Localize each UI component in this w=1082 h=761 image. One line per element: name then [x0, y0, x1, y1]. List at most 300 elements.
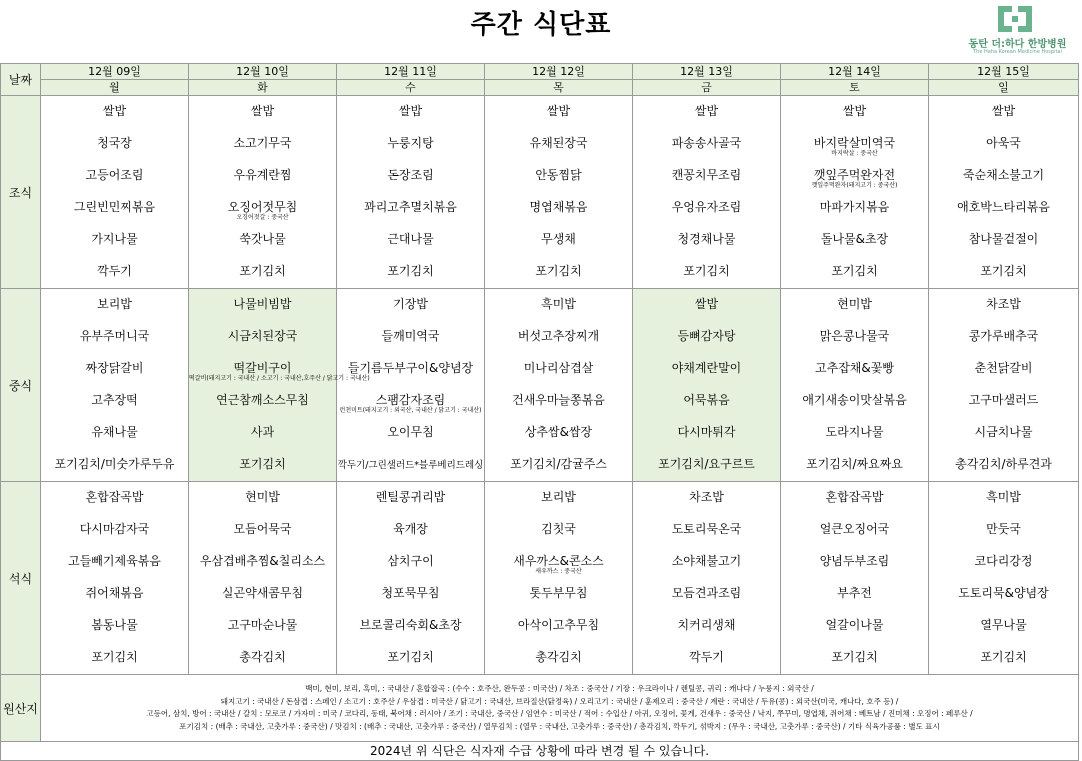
menu-item — [41, 128, 188, 160]
menu-item-name: 실곤약새콤무침 — [221, 586, 304, 600]
menu-item — [633, 449, 780, 481]
menu-item — [41, 289, 188, 321]
menu-item — [633, 482, 780, 514]
menu-item-name: 쌀밥 — [991, 104, 1016, 118]
menu-item-name: 차조밥 — [986, 297, 1021, 311]
menu-item-name: 포기김치 — [831, 264, 878, 278]
menu-item — [189, 224, 336, 256]
origin-note: 바지락살 : 중국산 — [831, 150, 878, 157]
menu-item-name: 흑미밥 — [541, 297, 576, 311]
menu-item — [633, 128, 780, 160]
menu-item — [41, 321, 188, 353]
menu-item — [337, 289, 484, 321]
menu-item — [485, 353, 632, 385]
menu-item-name: 아삭이고추무침 — [517, 618, 600, 632]
menu-item-name: 포기김치 — [239, 264, 286, 278]
hospital-subtitle: The Haha Korean Medicine Hospital — [973, 49, 1062, 55]
menu-item-name: 깍두기/그린샐러드*블루베리드레싱 — [337, 460, 484, 471]
menu-item-name: 얼큰오징어국 — [819, 522, 890, 536]
menu-item — [781, 128, 928, 160]
menu-item — [189, 192, 336, 224]
day-weekday: 토 — [781, 80, 929, 96]
day-date: 12월 11일 — [337, 64, 485, 80]
menu-item — [337, 353, 484, 385]
menu-item-name: 캔꽁치무조림 — [671, 168, 742, 182]
dinner-day-cell — [337, 482, 485, 675]
menu-item — [929, 514, 1078, 546]
menu-item — [633, 385, 780, 417]
menu-item — [485, 289, 632, 321]
menu-item — [781, 578, 928, 610]
menu-item — [633, 578, 780, 610]
menu-item-name: 근대나물 — [387, 232, 434, 246]
logo-mark-icon — [998, 6, 1032, 32]
menu-item-name: 포기김치/감귤주스 — [510, 457, 607, 471]
lunch-day-cell — [929, 289, 1079, 482]
menu-table — [0, 63, 1079, 761]
lunch-day-cell — [781, 289, 929, 482]
menu-item-name: 포기김치 — [535, 264, 582, 278]
menu-item — [781, 642, 928, 674]
menu-item — [41, 96, 188, 128]
menu-item-name: 떡갈비구이 — [233, 361, 292, 375]
menu-item-name: 도라지나물 — [825, 425, 884, 439]
menu-item — [929, 482, 1078, 514]
menu-item-name: 고추잡채&꽃빵 — [815, 361, 894, 375]
dinner-day-cell — [189, 482, 337, 675]
menu-item — [633, 514, 780, 546]
menu-item-name: 죽순채소불고기 — [962, 168, 1045, 182]
menu-item-name: 오징어젓무침 — [227, 200, 298, 214]
menu-item-name: 포기김치 — [239, 457, 286, 471]
menu-item — [189, 578, 336, 610]
hospital-name: 동탄 더:하다 한방병원 — [968, 39, 1067, 50]
lunch-day-cell — [485, 289, 633, 482]
menu-item — [485, 546, 632, 578]
menu-item-name: 유채나물 — [91, 425, 138, 439]
menu-item-name: 우삼겹배추찜&칠리소스 — [199, 554, 326, 568]
menu-item — [485, 514, 632, 546]
menu-item — [633, 610, 780, 642]
menu-item-name: 총각김치 — [535, 650, 582, 664]
menu-item — [781, 192, 928, 224]
menu-item-name: 우유계란찜 — [233, 168, 292, 182]
menu-item — [337, 546, 484, 578]
menu-item-name: 치커리생채 — [677, 618, 736, 632]
menu-item-name: 쌀밥 — [102, 104, 127, 118]
menu-item — [929, 578, 1078, 610]
menu-item-name: 다시마튀각 — [677, 425, 736, 439]
menu-item — [781, 449, 928, 481]
menu-item-name: 참나물겉절이 — [968, 232, 1039, 246]
menu-item — [337, 642, 484, 674]
menu-item-name: 애호박느타리볶음 — [957, 200, 1050, 214]
dinner-day-cell — [781, 482, 929, 675]
menu-item-name: 쌀밥 — [250, 104, 275, 118]
dinner-day-cell — [633, 482, 781, 675]
menu-item — [929, 224, 1078, 256]
menu-item — [189, 256, 336, 288]
menu-item — [633, 160, 780, 192]
menu-item — [337, 321, 484, 353]
menu-item — [781, 224, 928, 256]
menu-item — [41, 160, 188, 192]
menu-item-name: 포기김치 — [387, 264, 434, 278]
menu-item — [189, 417, 336, 449]
menu-item-name: 삼치구이 — [387, 554, 434, 568]
menu-item — [485, 256, 632, 288]
menu-item — [633, 224, 780, 256]
menu-item — [189, 546, 336, 578]
menu-item — [929, 321, 1078, 353]
menu-item-name: 고추장떡 — [91, 393, 138, 407]
day-weekday: 수 — [337, 80, 485, 96]
menu-item — [485, 128, 632, 160]
menu-item-name: 명엽채볶음 — [529, 200, 588, 214]
menu-item — [929, 192, 1078, 224]
menu-item-name: 도토리묵온국 — [671, 522, 742, 536]
menu-item-name: 브로콜리숙회&초장 — [359, 618, 462, 632]
menu-item — [485, 449, 632, 481]
menu-item — [337, 224, 484, 256]
menu-item — [633, 192, 780, 224]
menu-item — [189, 128, 336, 160]
menu-item-name: 혼합잡곡밥 — [825, 490, 884, 504]
menu-item-name: 상추쌈&쌈장 — [524, 425, 593, 439]
menu-item-name: 쌀밥 — [546, 104, 571, 118]
menu-item — [189, 642, 336, 674]
menu-item — [41, 192, 188, 224]
menu-item — [189, 482, 336, 514]
menu-item — [41, 578, 188, 610]
menu-item — [485, 482, 632, 514]
breakfast-day-cell — [929, 96, 1079, 289]
menu-item-name: 포기김치 — [387, 650, 434, 664]
menu-item — [929, 449, 1078, 481]
menu-item — [633, 96, 780, 128]
menu-item-name: 포기김치 — [91, 650, 138, 664]
menu-item — [781, 256, 928, 288]
menu-item — [337, 256, 484, 288]
menu-item-name: 새우까스&콘소스 — [513, 554, 604, 568]
menu-item-name: 유채된장국 — [529, 136, 588, 150]
menu-item — [337, 417, 484, 449]
footer-notice: 2024년 위 식단은 식자재 수급 상황에 따라 변경 될 수 있습니다. — [1, 742, 1079, 761]
lunch-day-cell — [633, 289, 781, 482]
menu-item — [337, 578, 484, 610]
lunch-label: 중식 — [1, 289, 41, 482]
origin-note: 새우까스 : 중국산 — [535, 568, 582, 575]
breakfast-day-cell — [781, 96, 929, 289]
menu-item — [929, 417, 1078, 449]
menu-item — [929, 610, 1078, 642]
menu-item-name: 등뼈감자탕 — [677, 329, 736, 343]
menu-item-name: 봄동나물 — [91, 618, 138, 632]
menu-item — [781, 289, 928, 321]
menu-item — [929, 128, 1078, 160]
menu-item-name: 양념두부조림 — [819, 554, 890, 568]
menu-item-name: 청포묵무침 — [381, 586, 440, 600]
origin-line: 돼지고기 : 국내산 / 돈삼겹 : 스페인 / 소고기 : 호주산 / 우삼겹 : 미국산 / 닭고기 : 국내산, 브라질산(닭정육) / 오리고기 : 국내산 / 훈제오리 : 중국산 / 계란 : 국내산 / 두유(콩) : 외국산(미국, 캐나다, 호주 등) / — [220, 696, 899, 706]
menu-item-name: 흑미밥 — [986, 490, 1021, 504]
menu-item-name: 포기김치/짜요짜요 — [806, 457, 903, 471]
menu-item — [189, 321, 336, 353]
menu-item-name: 코다리강정 — [974, 554, 1033, 568]
menu-item-name: 포기김치 — [980, 650, 1027, 664]
menu-item-name: 안동찜닭 — [535, 168, 582, 182]
menu-item — [929, 642, 1078, 674]
dinner-day-cell — [485, 482, 633, 675]
menu-item — [485, 610, 632, 642]
menu-item-name: 돌나물&초장 — [820, 232, 889, 246]
menu-item-name: 혼합잡곡밥 — [85, 490, 144, 504]
dinner-day-cell — [41, 482, 189, 675]
menu-item-name: 시금치나물 — [974, 425, 1033, 439]
menu-item — [929, 385, 1078, 417]
menu-item-name: 미나리삼겹살 — [523, 361, 594, 375]
menu-item-name: 기장밥 — [393, 297, 428, 311]
day-weekday: 월 — [41, 80, 189, 96]
menu-item — [337, 385, 484, 417]
menu-item — [781, 321, 928, 353]
menu-item-name: 들기름두부구이&양념장 — [347, 361, 474, 375]
menu-item — [41, 610, 188, 642]
menu-item-name: 열무나물 — [980, 618, 1027, 632]
menu-item-name: 쌀밥 — [842, 104, 867, 118]
day-date: 12월 10일 — [189, 64, 337, 80]
menu-item-name: 버섯고추장찌개 — [517, 329, 600, 343]
breakfast-day-cell — [41, 96, 189, 289]
menu-item-name: 모듬견과조림 — [671, 586, 742, 600]
menu-item — [485, 642, 632, 674]
menu-item — [41, 449, 188, 481]
menu-item-name: 쑥갓나물 — [239, 232, 286, 246]
date-label: 날짜 — [1, 64, 41, 96]
menu-item — [929, 289, 1078, 321]
menu-item — [189, 449, 336, 481]
menu-item-name: 얼갈이나물 — [825, 618, 884, 632]
menu-item — [781, 353, 928, 385]
menu-item-name: 건새우마늘쫑볶음 — [512, 393, 605, 407]
menu-item-name: 야채계란말이 — [671, 361, 742, 375]
lunch-day-cell — [189, 289, 370, 482]
menu-item-name: 맑은콩나물국 — [819, 329, 890, 343]
menu-item-name: 우엉유자조림 — [671, 200, 742, 214]
menu-item — [485, 385, 632, 417]
menu-item-name: 고들빼기제육볶음 — [68, 554, 161, 568]
breakfast-day-cell — [337, 96, 485, 289]
origin-note: 오징어젓갈 : 중국산 — [236, 214, 289, 221]
breakfast-day-cell — [485, 96, 633, 289]
menu-item-name: 포기김치 — [683, 264, 730, 278]
menu-item — [485, 96, 632, 128]
day-date: 12월 12일 — [485, 64, 633, 80]
menu-item-name: 사과 — [250, 425, 275, 439]
menu-item-name: 소고기무국 — [233, 136, 292, 150]
menu-item-name: 콩가루배추국 — [968, 329, 1039, 343]
menu-item-name: 현미밥 — [245, 490, 280, 504]
day-date: 12월 13일 — [633, 64, 781, 80]
menu-item-name: 오이무침 — [387, 425, 434, 439]
menu-item-name: 짜장닭갈비 — [85, 361, 144, 375]
menu-item — [633, 546, 780, 578]
menu-item-name: 톳두부무침 — [529, 586, 588, 600]
menu-item — [485, 224, 632, 256]
menu-item — [41, 224, 188, 256]
menu-item-name: 바지락살미역국 — [813, 136, 896, 150]
menu-item — [41, 546, 188, 578]
menu-item-name: 누룽지탕 — [387, 136, 434, 150]
menu-item-name: 깍두기 — [689, 650, 724, 664]
menu-item — [41, 482, 188, 514]
menu-item — [633, 642, 780, 674]
origin-line: 백미, 현미, 보리, 흑미, : 국내산 / 혼합잡곡 : (수수 : 호주산, 완두콩 : 미국산) / 차조 : 중국산 / 기장 : 우크라이나 / 렌틸콩, 귀리 : 캐나다 / 누룽지 : 외국산 / — [305, 684, 814, 693]
menu-item — [485, 192, 632, 224]
menu-item-name: 쌀밥 — [694, 297, 719, 311]
menu-item — [337, 160, 484, 192]
menu-item-name: 춘천닭갈비 — [974, 361, 1033, 375]
menu-item-name: 청경채나물 — [677, 232, 736, 246]
menu-item-name: 부추전 — [837, 586, 872, 600]
menu-item — [189, 96, 336, 128]
menu-item — [337, 192, 484, 224]
page-title: 주간 식단표 — [470, 10, 612, 40]
hospital-logo — [960, 6, 1075, 58]
menu-item-name: 돈장조림 — [387, 168, 434, 182]
menu-item-name: 포기김치/미숫가루두유 — [54, 457, 175, 471]
menu-item-name: 깍두기 — [97, 264, 132, 278]
origin-line: 고등어, 삼치, 방어 : 국내산 / 갈치 : 모로코 / 가자미 : 미국 / 코다리, 동태, 북어채 : 러시아 / 조기 : 국내산, 중국산 / 임연수 : 미국산 / 적어 : 수입산 / 아귀, 오징어, 꽃게, 건새우 : 중국산 / 낙지, 쭈꾸미, 명엽채, 쥐어채 : 베트남 / 진미채 : 오징어 : 페루산 / — [146, 709, 973, 718]
menu-item-name: 애기새송이맛살볶음 — [802, 393, 907, 407]
menu-item — [189, 289, 336, 321]
menu-item — [337, 449, 484, 481]
day-date: 12월 14일 — [781, 64, 929, 80]
menu-item — [189, 514, 336, 546]
menu-item-name: 쥐어채볶음 — [85, 586, 144, 600]
menu-item — [781, 610, 928, 642]
menu-item — [189, 610, 336, 642]
menu-item — [337, 482, 484, 514]
menu-item-name: 연근참깨소스무침 — [216, 393, 309, 407]
breakfast-day-cell — [189, 96, 337, 289]
menu-item-name: 고구마순나물 — [227, 618, 298, 632]
menu-item-name: 소야채불고기 — [671, 554, 742, 568]
menu-item-name: 고구마샐러드 — [968, 393, 1039, 407]
menu-item — [633, 289, 780, 321]
day-date: 12월 15일 — [929, 64, 1079, 80]
menu-item — [41, 514, 188, 546]
menu-item-name: 보리밥 — [97, 297, 132, 311]
menu-item-name: 쌀밥 — [398, 104, 423, 118]
menu-item-name: 도토리묵&양념장 — [958, 586, 1049, 600]
menu-item-name: 모듬어묵국 — [233, 522, 292, 536]
menu-item-name: 깻잎주먹완자전 — [813, 168, 896, 182]
menu-item — [485, 160, 632, 192]
menu-item-name: 쌀밥 — [694, 104, 719, 118]
dinner-day-cell — [929, 482, 1079, 675]
menu-item — [41, 385, 188, 417]
origin-note: 떡갈비(돼지고기 : 국내산 / 소고기 : 국내산,호주산 / 닭고기 : 국내산) — [189, 375, 370, 382]
menu-item-name: 렌틸콩귀리밥 — [375, 490, 446, 504]
menu-item — [929, 160, 1078, 192]
menu-item — [633, 321, 780, 353]
menu-item — [41, 256, 188, 288]
menu-item — [485, 417, 632, 449]
menu-item-name: 차조밥 — [689, 490, 724, 504]
origin-label: 원산지 — [1, 675, 41, 742]
menu-item-name: 청국장 — [97, 136, 132, 150]
day-weekday: 금 — [633, 80, 781, 96]
menu-item — [485, 321, 632, 353]
menu-item-name: 가지나물 — [91, 232, 138, 246]
menu-item-name: 육개장 — [393, 522, 428, 536]
menu-item — [633, 256, 780, 288]
menu-item-name: 보리밥 — [541, 490, 576, 504]
menu-item — [781, 514, 928, 546]
menu-item-name: 파송송사골국 — [671, 136, 742, 150]
day-weekday: 목 — [485, 80, 633, 96]
day-weekday: 일 — [929, 80, 1079, 96]
menu-item — [337, 128, 484, 160]
menu-item — [41, 353, 188, 385]
origin-note: 런천미트(돼지고기 : 외국산, 국내산 / 닭고기 : 국내산) — [339, 407, 482, 414]
menu-item-name: 만둣국 — [986, 522, 1021, 536]
menu-item — [337, 514, 484, 546]
menu-item — [189, 160, 336, 192]
menu-item-name: 나물비빔밥 — [233, 297, 292, 311]
menu-item-name: 포기김치/요구르트 — [658, 457, 755, 471]
lunch-day-cell — [337, 289, 485, 482]
menu-item — [781, 482, 928, 514]
menu-item-name: 김칫국 — [541, 522, 576, 536]
menu-item-name: 어묵볶음 — [683, 393, 730, 407]
menu-item — [781, 385, 928, 417]
menu-item-name: 다시마감자국 — [79, 522, 150, 536]
origin-info — [41, 675, 1079, 742]
menu-item-name: 꽈리고추멸치볶음 — [364, 200, 457, 214]
menu-item — [633, 417, 780, 449]
menu-item — [41, 417, 188, 449]
menu-item — [781, 160, 928, 192]
menu-item — [485, 578, 632, 610]
menu-item — [189, 385, 336, 417]
menu-item — [41, 642, 188, 674]
menu-item-name: 고등어조림 — [85, 168, 144, 182]
menu-item — [337, 610, 484, 642]
menu-item — [337, 96, 484, 128]
menu-item-name: 현미밥 — [837, 297, 872, 311]
menu-item-name: 그린빈민찌볶음 — [73, 200, 156, 214]
origin-note: 깻잎주먹완자(돼지고기 : 중국산) — [811, 182, 898, 189]
menu-item — [189, 353, 370, 385]
menu-item — [781, 546, 928, 578]
menu-item — [929, 353, 1078, 385]
menu-item — [781, 417, 928, 449]
menu-item-name: 무생채 — [541, 232, 576, 246]
menu-item — [633, 353, 780, 385]
menu-item-name: 시금치된장국 — [227, 329, 298, 343]
menu-item — [929, 96, 1078, 128]
breakfast-day-cell — [633, 96, 781, 289]
menu-item-name: 유부주머니국 — [79, 329, 150, 343]
day-weekday: 화 — [189, 80, 337, 96]
dinner-label: 석식 — [1, 482, 41, 675]
menu-item-name: 아욱국 — [986, 136, 1021, 150]
menu-item — [929, 546, 1078, 578]
menu-item-name: 총각김치/하루견과 — [955, 457, 1052, 471]
menu-item — [929, 256, 1078, 288]
menu-item-name: 들깨미역국 — [381, 329, 440, 343]
